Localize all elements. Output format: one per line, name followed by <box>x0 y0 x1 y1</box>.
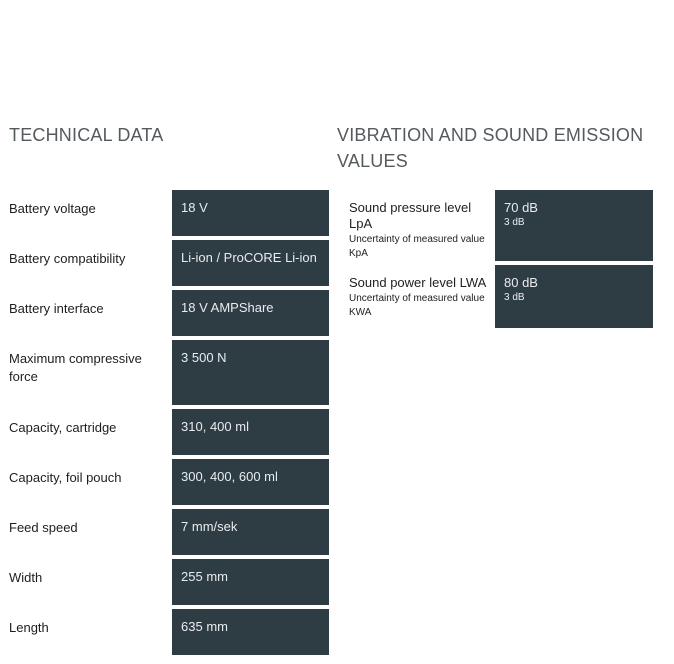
table-row <box>337 265 653 328</box>
table-row <box>9 459 329 505</box>
emission-label: Sound pressure level LpA <box>349 200 472 231</box>
emission-label-cell <box>337 190 495 261</box>
table-row <box>9 190 329 236</box>
spec-label: Capacity, cartridge <box>9 420 117 435</box>
table-row <box>9 240 329 286</box>
emission-sublabel: Uncertainty of measured value KpA <box>349 234 485 259</box>
emission-value: 80 dB <box>504 275 538 290</box>
emission-values-section <box>337 122 667 332</box>
spec-value: 18 V AMPShare <box>172 290 329 336</box>
emission-label: Sound power level LWA <box>349 275 487 290</box>
spec-value: 18 V <box>172 190 329 236</box>
spec-label: Battery interface <box>9 301 104 316</box>
emission-label-cell <box>337 265 495 328</box>
spec-value: 7 mm/sek <box>172 509 329 555</box>
emission-values-table <box>337 186 653 332</box>
emission-sublabel: Uncertainty of measured value KWA <box>349 293 485 318</box>
emission-value-cell <box>495 190 653 261</box>
spec-value: 3 500 N <box>172 340 329 405</box>
technical-data-table <box>9 186 329 659</box>
spec-value: 635 mm <box>172 609 329 655</box>
emission-subvalue: 3 dB <box>504 292 525 303</box>
spec-value: 300, 400, 600 ml <box>172 459 329 505</box>
spec-label: Length <box>9 620 49 635</box>
spec-value: Li-ion / ProCORE Li-ion <box>172 240 329 286</box>
emission-values-heading: VIBRATION AND SOUND EMISSION VALUES <box>337 125 644 171</box>
spec-label: Capacity, foil pouch <box>9 470 122 485</box>
emission-value: 70 dB <box>504 200 538 215</box>
spec-label: Feed speed <box>9 520 78 535</box>
spec-value: 310, 400 ml <box>172 409 329 455</box>
table-row <box>9 290 329 336</box>
emission-value-cell <box>495 265 653 328</box>
table-row <box>9 609 329 655</box>
table-row <box>9 409 329 455</box>
emission-subvalue: 3 dB <box>504 217 525 228</box>
table-row <box>9 509 329 555</box>
table-row <box>9 340 329 405</box>
spec-label: Maximum compressive force <box>9 351 142 384</box>
table-row <box>337 190 653 261</box>
technical-data-heading: TECHNICAL DATA <box>9 125 164 145</box>
spec-value: 255 mm <box>172 559 329 605</box>
table-row <box>9 559 329 605</box>
spec-label: Battery voltage <box>9 201 96 216</box>
spec-label: Width <box>9 570 43 585</box>
spec-label: Battery compatibility <box>9 251 126 266</box>
technical-data-section <box>9 122 329 659</box>
